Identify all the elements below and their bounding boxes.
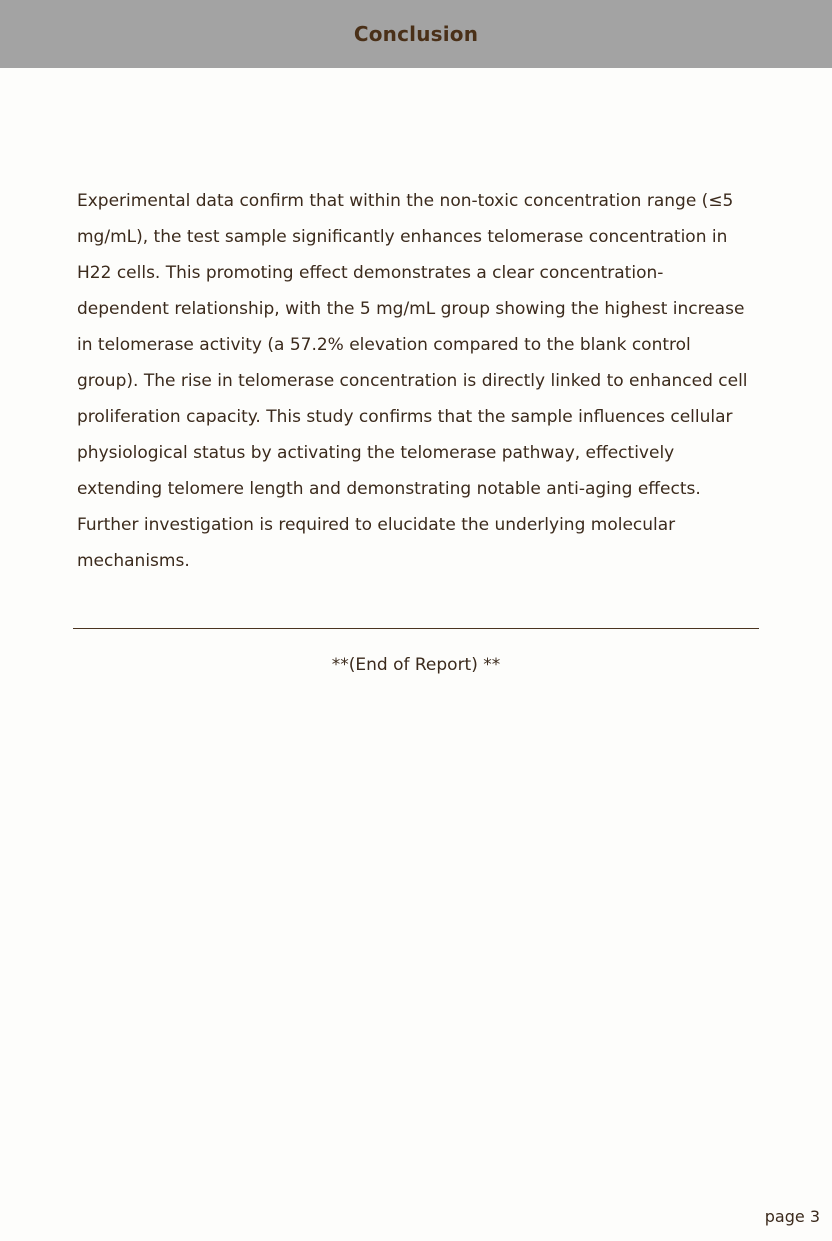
page-title: Conclusion xyxy=(353,22,479,46)
conclusion-paragraph: Experimental data confirm that within the non-toxic concentration range (≤5 mg/mL), the test sample significantly enhances telomerase concentration in H22 cells. This promoting effect demonstrates a clear concentration-dependent relationship, with the 5 mg/mL group showing the highest increase in telomerase activity (a 57.2% elevation compared to the blank control group). The rise in telomerase concentration is directly linked to enhanced cell proliferation capacity. This study confirms that the sample influences cellular physiological status by activating the telomerase pathway, effectively extending telomere length and demonstrating notable anti-aging effects. Further investigation is required to elucidate the underlying molecular mechanisms. xyxy=(77,191,748,571)
divider xyxy=(73,628,759,629)
page-number: page 3 xyxy=(764,1207,820,1226)
header-bar xyxy=(0,0,832,68)
end-of-report-text: **(End of Report) ** xyxy=(331,655,501,675)
